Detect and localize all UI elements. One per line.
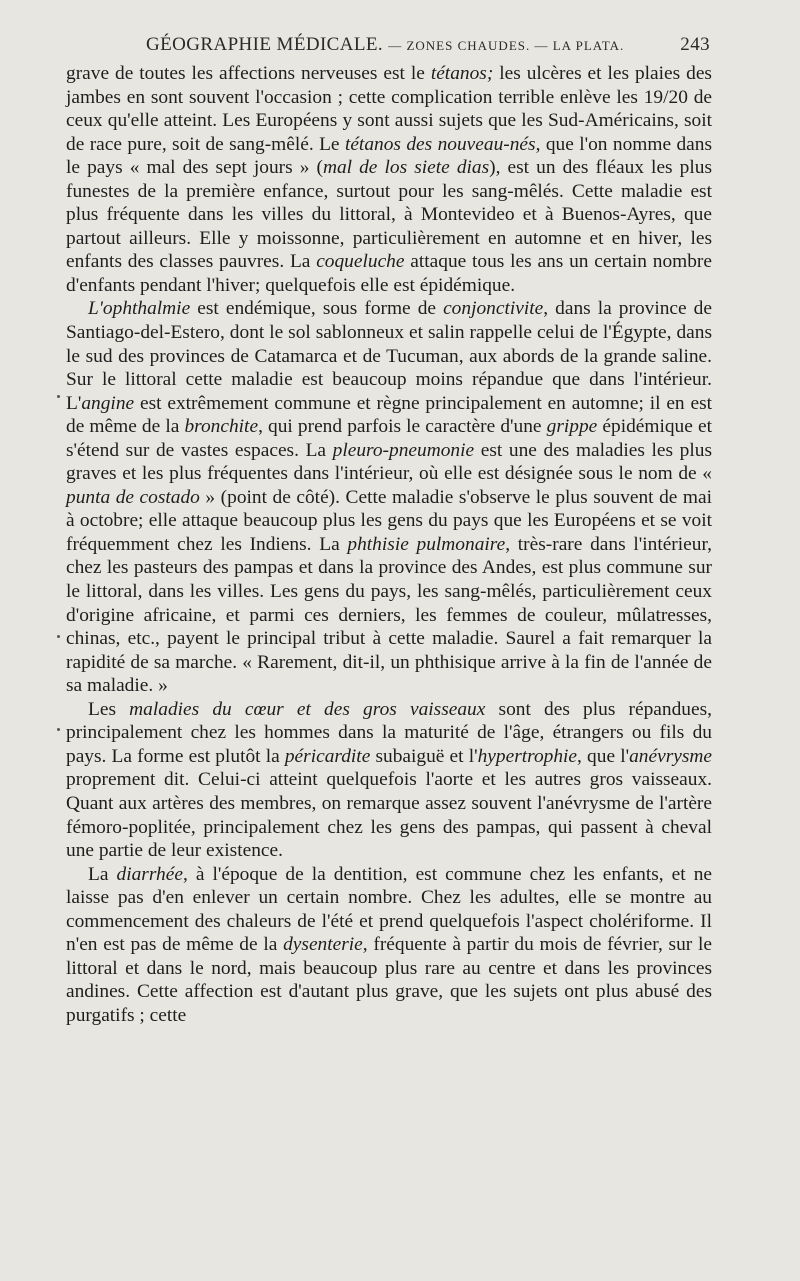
margin-mark (57, 635, 60, 638)
margin-mark (57, 395, 60, 398)
paragraph-2: L'ophthalmie est endémique, sous forme de conjonctivite, dans la province de Santiago-del-Estero, dont le sol sablonneux et salin rappelle celui de l'Égypte, dans le sud des provinces de Catamarca et de Tucuman, aux abords de la grande saline. Sur le littoral cette maladie est beaucoup moins répandue que dans l'intérieur. L'angine est extrêmement commune et règne principalement en automne; il en est de même de la bronchite, qui prend parfois le caractère d'une grippe épidémique et s'étend sur de vastes espaces. La pleuro-pneumonie est une des maladies les plus graves et les plus fréquentes dans l'intérieur, où elle est désignée sous le nom de « punta de costado » (point de côté). Cette maladie s'observe le plus souvent de mai à octobre; elle attaque beaucoup plus les gens du pays que les Européens et se voit fréquemment chez les Indiens. La phthisie pulmonaire, très-rare dans l'intérieur, chez les pasteurs des pampas et dans la province des Andes, est plus commune sur le littoral, dans les villes. Les gens du pays, les sang-mêlés, particulièrement ceux d'origine africaine, et parmi ces derniers, les femmes de couleur, mûlatresses, chinas, etc., payent le principal tribut à cette maladie. Saurel a fait remarquer la rapidité de sa marche. « Rarement, dit-il, un phthisique arrive à la fin de l'année de sa maladie. » (66, 298, 712, 697)
header-part2: — ZONES CHAUDES. — LA PLATA. (388, 38, 625, 53)
paragraph-1: grave de toutes les affections nerveuses est le tétanos; les ulcères et les plaies des jambes en sont souvent l'occasion ; cette complication terrible enlève les 19/20 de ceux qu'elle atteint. Les Européens y sont aussi sujets que les Sud-Américains, soit de race pure, soit de sang-mêlé. Le tétanos des nouveau-nés, que l'on nomme dans le pays « mal des sept jours » (mal de los siete dias), est un des fléaux les plus funestes de la première enfance, surtout pour les sang-mêlés. Cette maladie est plus fréquente dans les villes du littoral, à Montevideo et à Buenos-Ayres, que partout ailleurs. Elle y moissonne, particulièrement en automne et en hiver, les enfants des classes pauvres. La coqueluche attaque tous les ans un certain nombre d'enfants pendant l'hiver; quelquefois elle est épidémique. (66, 63, 713, 296)
margin-mark (57, 728, 60, 731)
running-header (68, 30, 710, 60)
paragraph-3: Les maladies du cœur et des gros vaisseaux sont des plus répandues, principalement chez les hommes dans la maturité de l'âge, étrangers ou fils du pays. La forme est plutôt la péricardite subaiguë et l'hypertrophie, que l'anévrysme proprement dit. Celui-ci atteint quelquefois l'aorte et les autres gros vaisseaux. Quant aux artères des membres, on remarque assez souvent l'anévrysme de l'artère fémoro-poplitée, principalement chez les gens des pampas, qui passent à cheval une partie de leur existence. (66, 698, 713, 862)
paragraph-4: La diarrhée, à l'époque de la dentition, est commune chez les enfants, et ne laisse pas d'en enlever un certain nombre. Chez les adultes, elle se montre au commencement des chaleurs de l'été et prend quelquefois l'aspect cholériforme. Il n'en est pas de même de la dysenterie, fréquente à partir du mois de février, sur le littoral et dans le nord, mais beaucoup plus rare au centre et dans les provinces andines. Cette affection est d'autant plus grave, que les sujets ont plus abusé des purgatifs ; cette (66, 863, 712, 1026)
header-part1: GÉOGRAPHIE MÉDICALE. (146, 34, 384, 55)
header-title (146, 34, 624, 56)
page-body (66, 62, 712, 1027)
page-number: 243 (680, 34, 710, 55)
